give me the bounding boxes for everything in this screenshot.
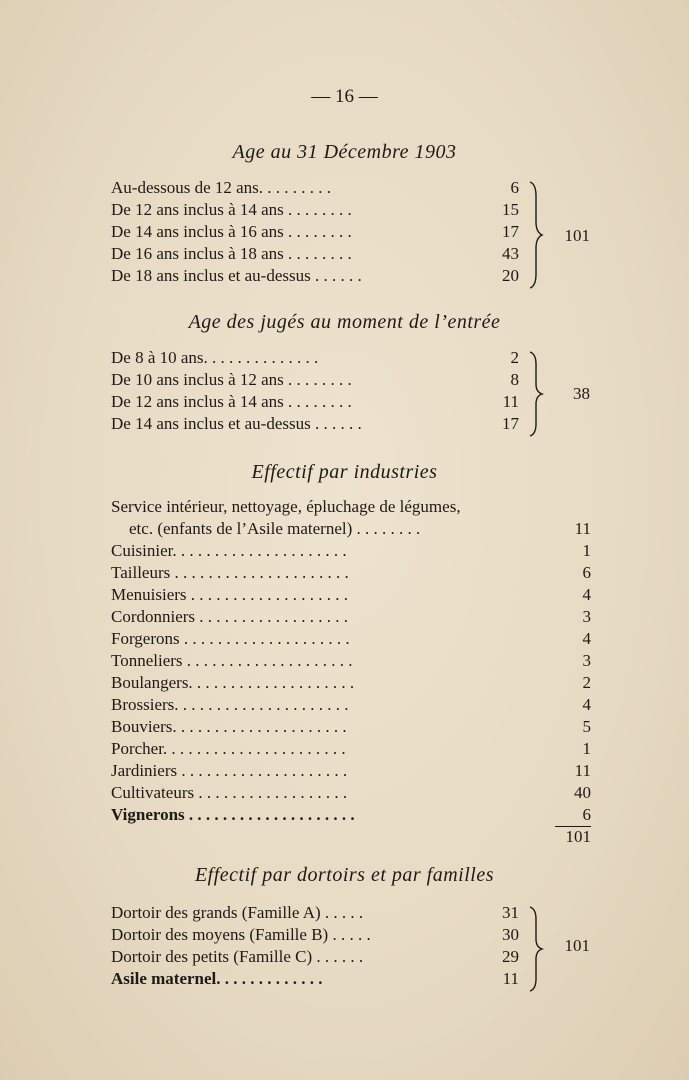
row-label: Tonneliers . . . . . . . . . . . . . . . . . . . .: [111, 651, 353, 670]
row-value: 43: [502, 244, 519, 263]
row-value: 4: [582, 629, 591, 648]
row-value: 8: [510, 370, 519, 389]
row-label: De 14 ans inclus à 16 ans . . . . . . . .: [111, 222, 352, 241]
row-value: 31: [502, 903, 519, 922]
row-value: 29: [502, 947, 519, 966]
row-label: Cordonniers . . . . . . . . . . . . . . . . . .: [111, 607, 349, 626]
row-label: Vignerons . . . . . . . . . . . . . . . . . . . .: [111, 805, 355, 824]
row-value: 15: [502, 200, 519, 219]
row-label: Dortoir des petits (Famille C) . . . . . .: [111, 947, 364, 966]
row-label: Dortoir des grands (Famille A) . . . . .: [111, 903, 364, 922]
row-label: De 12 ans inclus à 14 ans . . . . . . . .: [111, 200, 352, 219]
row-label: Dortoir des moyens (Famille B) . . . . .: [111, 925, 371, 944]
section-title-dortoirs: Effectif par dortoirs et par familles: [194, 864, 495, 886]
row-value: 1: [582, 541, 591, 560]
row-label: Boulangers. . . . . . . . . . . . . . . . . . . .: [111, 673, 355, 692]
row-label: Au-dessous de 12 ans. . . . . . . . .: [111, 178, 332, 197]
row-label: Asile maternel. . . . . . . . . . . . .: [111, 969, 323, 988]
row-value: 30: [502, 925, 519, 944]
row-value: 1: [582, 739, 591, 758]
row-value: 11: [574, 761, 591, 780]
row-label: Forgerons . . . . . . . . . . . . . . . . . . . .: [111, 629, 350, 648]
row-value: 17: [502, 414, 519, 433]
row-value: 11: [502, 392, 519, 411]
row-label: Jardiniers . . . . . . . . . . . . . . . . . . . .: [111, 761, 348, 780]
row-label: Porcher. . . . . . . . . . . . . . . . . . . . . .: [111, 739, 346, 758]
row-value: 3: [582, 607, 591, 626]
row-value: 4: [582, 585, 591, 604]
row-label: De 8 à 10 ans. . . . . . . . . . . . . .: [111, 348, 319, 367]
row-value: 6: [510, 178, 519, 197]
row-label: De 14 ans inclus et au-dessus . . . . . .: [111, 414, 362, 433]
row-label: Cultivateurs . . . . . . . . . . . . . . . . . .: [111, 783, 348, 802]
row-label: Cuisinier. . . . . . . . . . . . . . . . . . . . .: [111, 541, 347, 560]
row-value: 40: [574, 783, 591, 802]
row-label: Tailleurs . . . . . . . . . . . . . . . . . . . . .: [111, 563, 349, 582]
row-value: 17: [502, 222, 519, 241]
row-label: De 12 ans inclus à 14 ans . . . . . . . .: [111, 392, 352, 411]
row-value: 11: [502, 969, 519, 988]
row-label: De 16 ans inclus à 18 ans . . . . . . . .: [111, 244, 352, 263]
section-title-age-entree: Age des jugés au moment de l’entrée: [188, 311, 501, 333]
group-total: 101: [564, 226, 590, 245]
row-value: 20: [502, 266, 519, 285]
row-value: 4: [582, 695, 591, 714]
section-title-industries: Effectif par industries: [251, 461, 438, 483]
group-total: 101: [564, 936, 590, 955]
page-number: — 16 —: [311, 86, 378, 107]
row-label: Service intérieur, nettoyage, épluchage de légumes,: [111, 497, 461, 516]
row-value: 3: [582, 651, 591, 670]
row-label: Menuisiers . . . . . . . . . . . . . . . . . . .: [111, 585, 349, 604]
row-value: 11: [574, 519, 591, 538]
row-label: etc. (enfants de l’Asile maternel) . . . . . . . .: [129, 519, 421, 538]
row-value: 6: [582, 805, 591, 824]
section-title-age-1903: Age au 31 Décembre 1903: [232, 141, 457, 163]
group-total: 101: [565, 827, 591, 846]
group-total: 38: [573, 384, 590, 403]
row-label: De 18 ans inclus et au-dessus . . . . . .: [111, 266, 362, 285]
row-value: 5: [582, 717, 591, 736]
row-value: 2: [582, 673, 591, 692]
row-value: 2: [510, 348, 519, 367]
row-label: Bouviers. . . . . . . . . . . . . . . . . . . . .: [111, 717, 347, 736]
row-label: Brossiers. . . . . . . . . . . . . . . . . . . . .: [111, 695, 349, 714]
row-label: De 10 ans inclus à 12 ans . . . . . . . .: [111, 370, 352, 389]
row-value: 6: [582, 563, 591, 582]
